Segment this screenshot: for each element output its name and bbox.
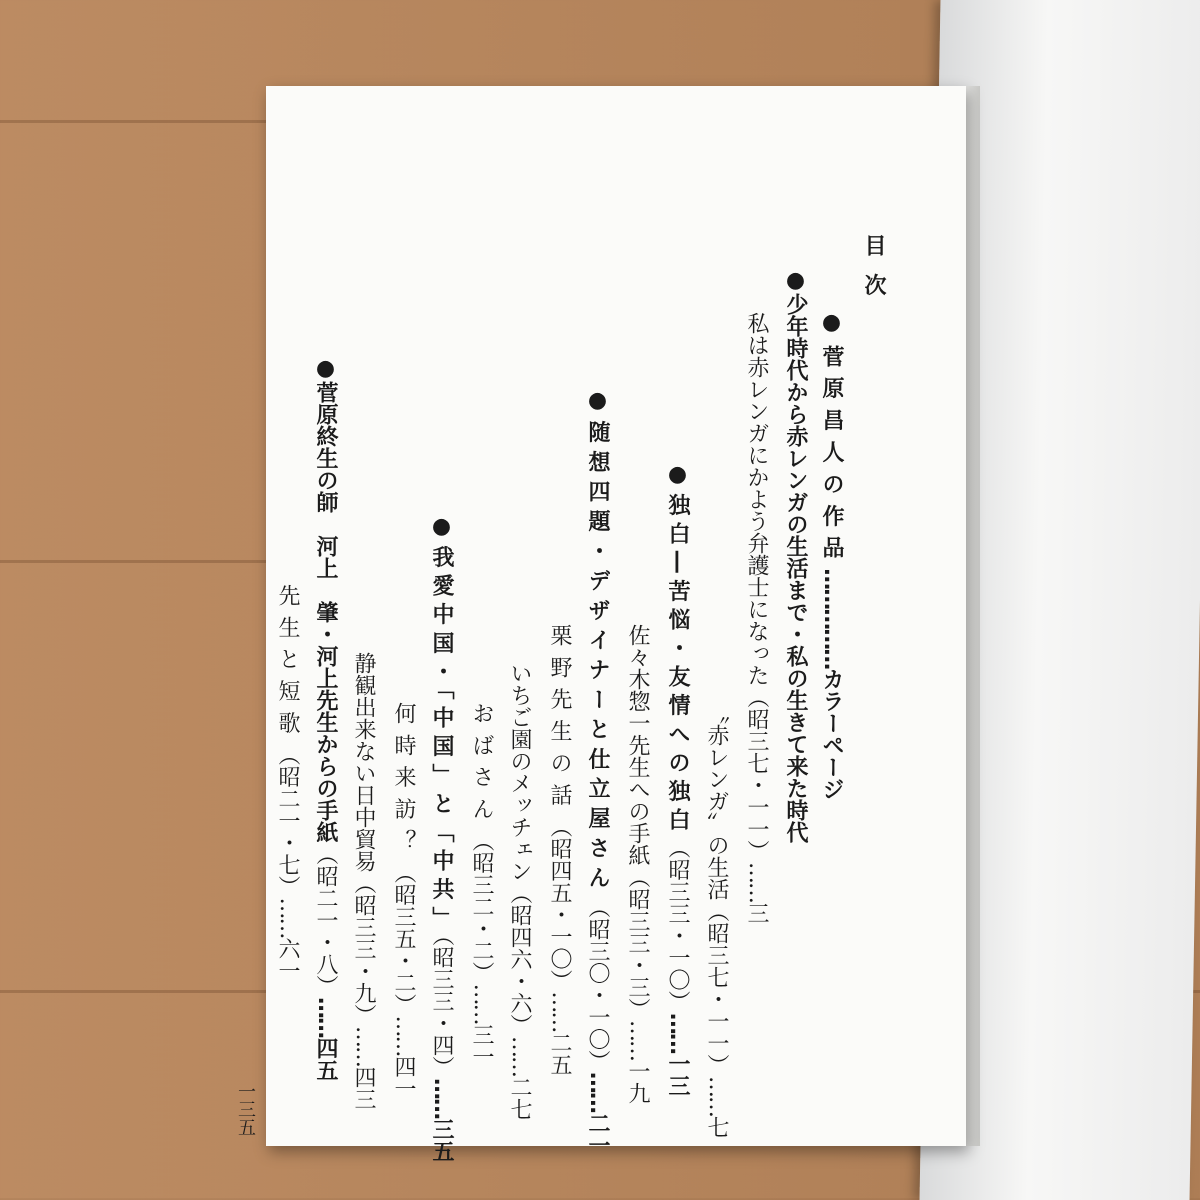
entry-date: （昭二一・八） [313,843,338,997]
toc-entry [705,702,727,1138]
leader-dots: …… [429,1078,454,1118]
entry-title: 先生と短歌 [275,584,300,744]
toc-entry [508,662,530,1120]
toc-entry [276,584,298,982]
toc-page [235,86,966,1162]
page-number: カラーページ [819,668,844,801]
entry-title: いちご園のメッチェン [507,662,532,882]
entry-title: おばさん [469,702,494,830]
entry-date: （昭三七・一一） [704,900,729,1076]
entry-title: 〝赤レンガ〟の生活 [704,702,729,900]
toc-entry-monologue [666,462,688,1097]
leader-dots: …………… [819,568,844,669]
toc-entry [626,624,648,1104]
entry-date: （昭三七・一一） [744,686,769,862]
page-number: 六一 [275,937,300,982]
toc-entry-youth [784,268,806,843]
toc-entry [548,624,570,1075]
entry-title: 栗野先生の話 [547,624,572,816]
toc-entry-china [430,514,452,1162]
leader-dots: …… [665,1012,690,1053]
entry-title: 何時来訪？ [391,702,416,862]
entry-title: ●少年時代から赤レンガの生活まで・私の生きて来た時代 [783,268,808,843]
entry-date: （昭四六・六） [507,882,532,1036]
page-number: 三五 [429,1118,454,1162]
leader-dots: …… [744,862,769,902]
page-edge [966,86,980,1146]
entry-date: （昭三五・二） [391,861,416,1016]
leader-dots: …… [391,1015,416,1056]
toc-entry [352,652,374,1110]
page-number: 三 [744,902,769,924]
page-number: 一九 [625,1060,650,1104]
leader-dots: …… [625,1020,650,1060]
leader-dots: …… [507,1036,532,1076]
page-number: 四五 [313,1037,338,1081]
entry-title: ●菅原終生の師 河上 肇・河上先生からの手紙 [313,356,338,843]
entry-title: ●我愛中国・「中国」と「中共」 [429,514,454,935]
leader-dots: …… [275,897,300,938]
entry-date: （昭三〇・一〇） [585,895,610,1072]
entry-date: （昭四五・一〇） [547,815,572,992]
toc-entry [392,702,414,1100]
entry-title: ●随想四題・デザイナーと仕立屋さん [585,388,610,896]
toc-entry-essays [586,388,608,1156]
leader-dots: …… [547,991,572,1032]
entry-date: （昭三三・四） [429,935,454,1078]
toc-title-char-2: 次 [861,273,886,314]
entry-title: ●独白―苦悩・友情への独白 [665,462,690,837]
toc-entry [470,702,492,1068]
toc-entry-kawakami [314,356,336,1081]
toc-entry-trailing-page [236,1082,254,1136]
entry-title: ●菅原昌人の作品 [819,310,844,569]
page-number: 一三 [665,1052,690,1097]
entry-date: （昭三三・三） [625,866,650,1020]
page-number: 二一 [585,1111,610,1156]
entry-title: 佐々木惣一先生への手紙 [625,624,650,866]
entry-date: （昭三三・九） [351,872,376,1026]
toc-entry-works [820,310,842,800]
toc-entry [745,312,767,924]
toc-title [862,234,884,313]
entry-title: 私は赤レンガにかよう弁護士になった [744,312,769,686]
page-number: 四三 [351,1066,376,1110]
leader-dots: …… [351,1026,376,1066]
page-number: 二七 [507,1076,532,1120]
page-number: 七 [704,1116,729,1138]
entry-date: （昭三三・一〇） [665,836,690,1013]
page-number: 三一 [469,1023,494,1068]
leader-dots: …… [469,983,494,1024]
toc-title-char-1: 目 [861,234,886,274]
leader-dots: …… [704,1076,729,1116]
entry-date: （昭二一・七） [275,743,300,898]
page-number: 四一 [391,1055,416,1100]
entry-title: 静観出来ない日中貿易 [351,652,376,872]
leader-dots: …… [313,997,338,1037]
page-number: 二五 [547,1031,572,1076]
leader-dots: …… [585,1071,610,1112]
entry-date: （昭三二・二） [469,829,494,984]
page-number: 一三五 [235,1082,256,1136]
